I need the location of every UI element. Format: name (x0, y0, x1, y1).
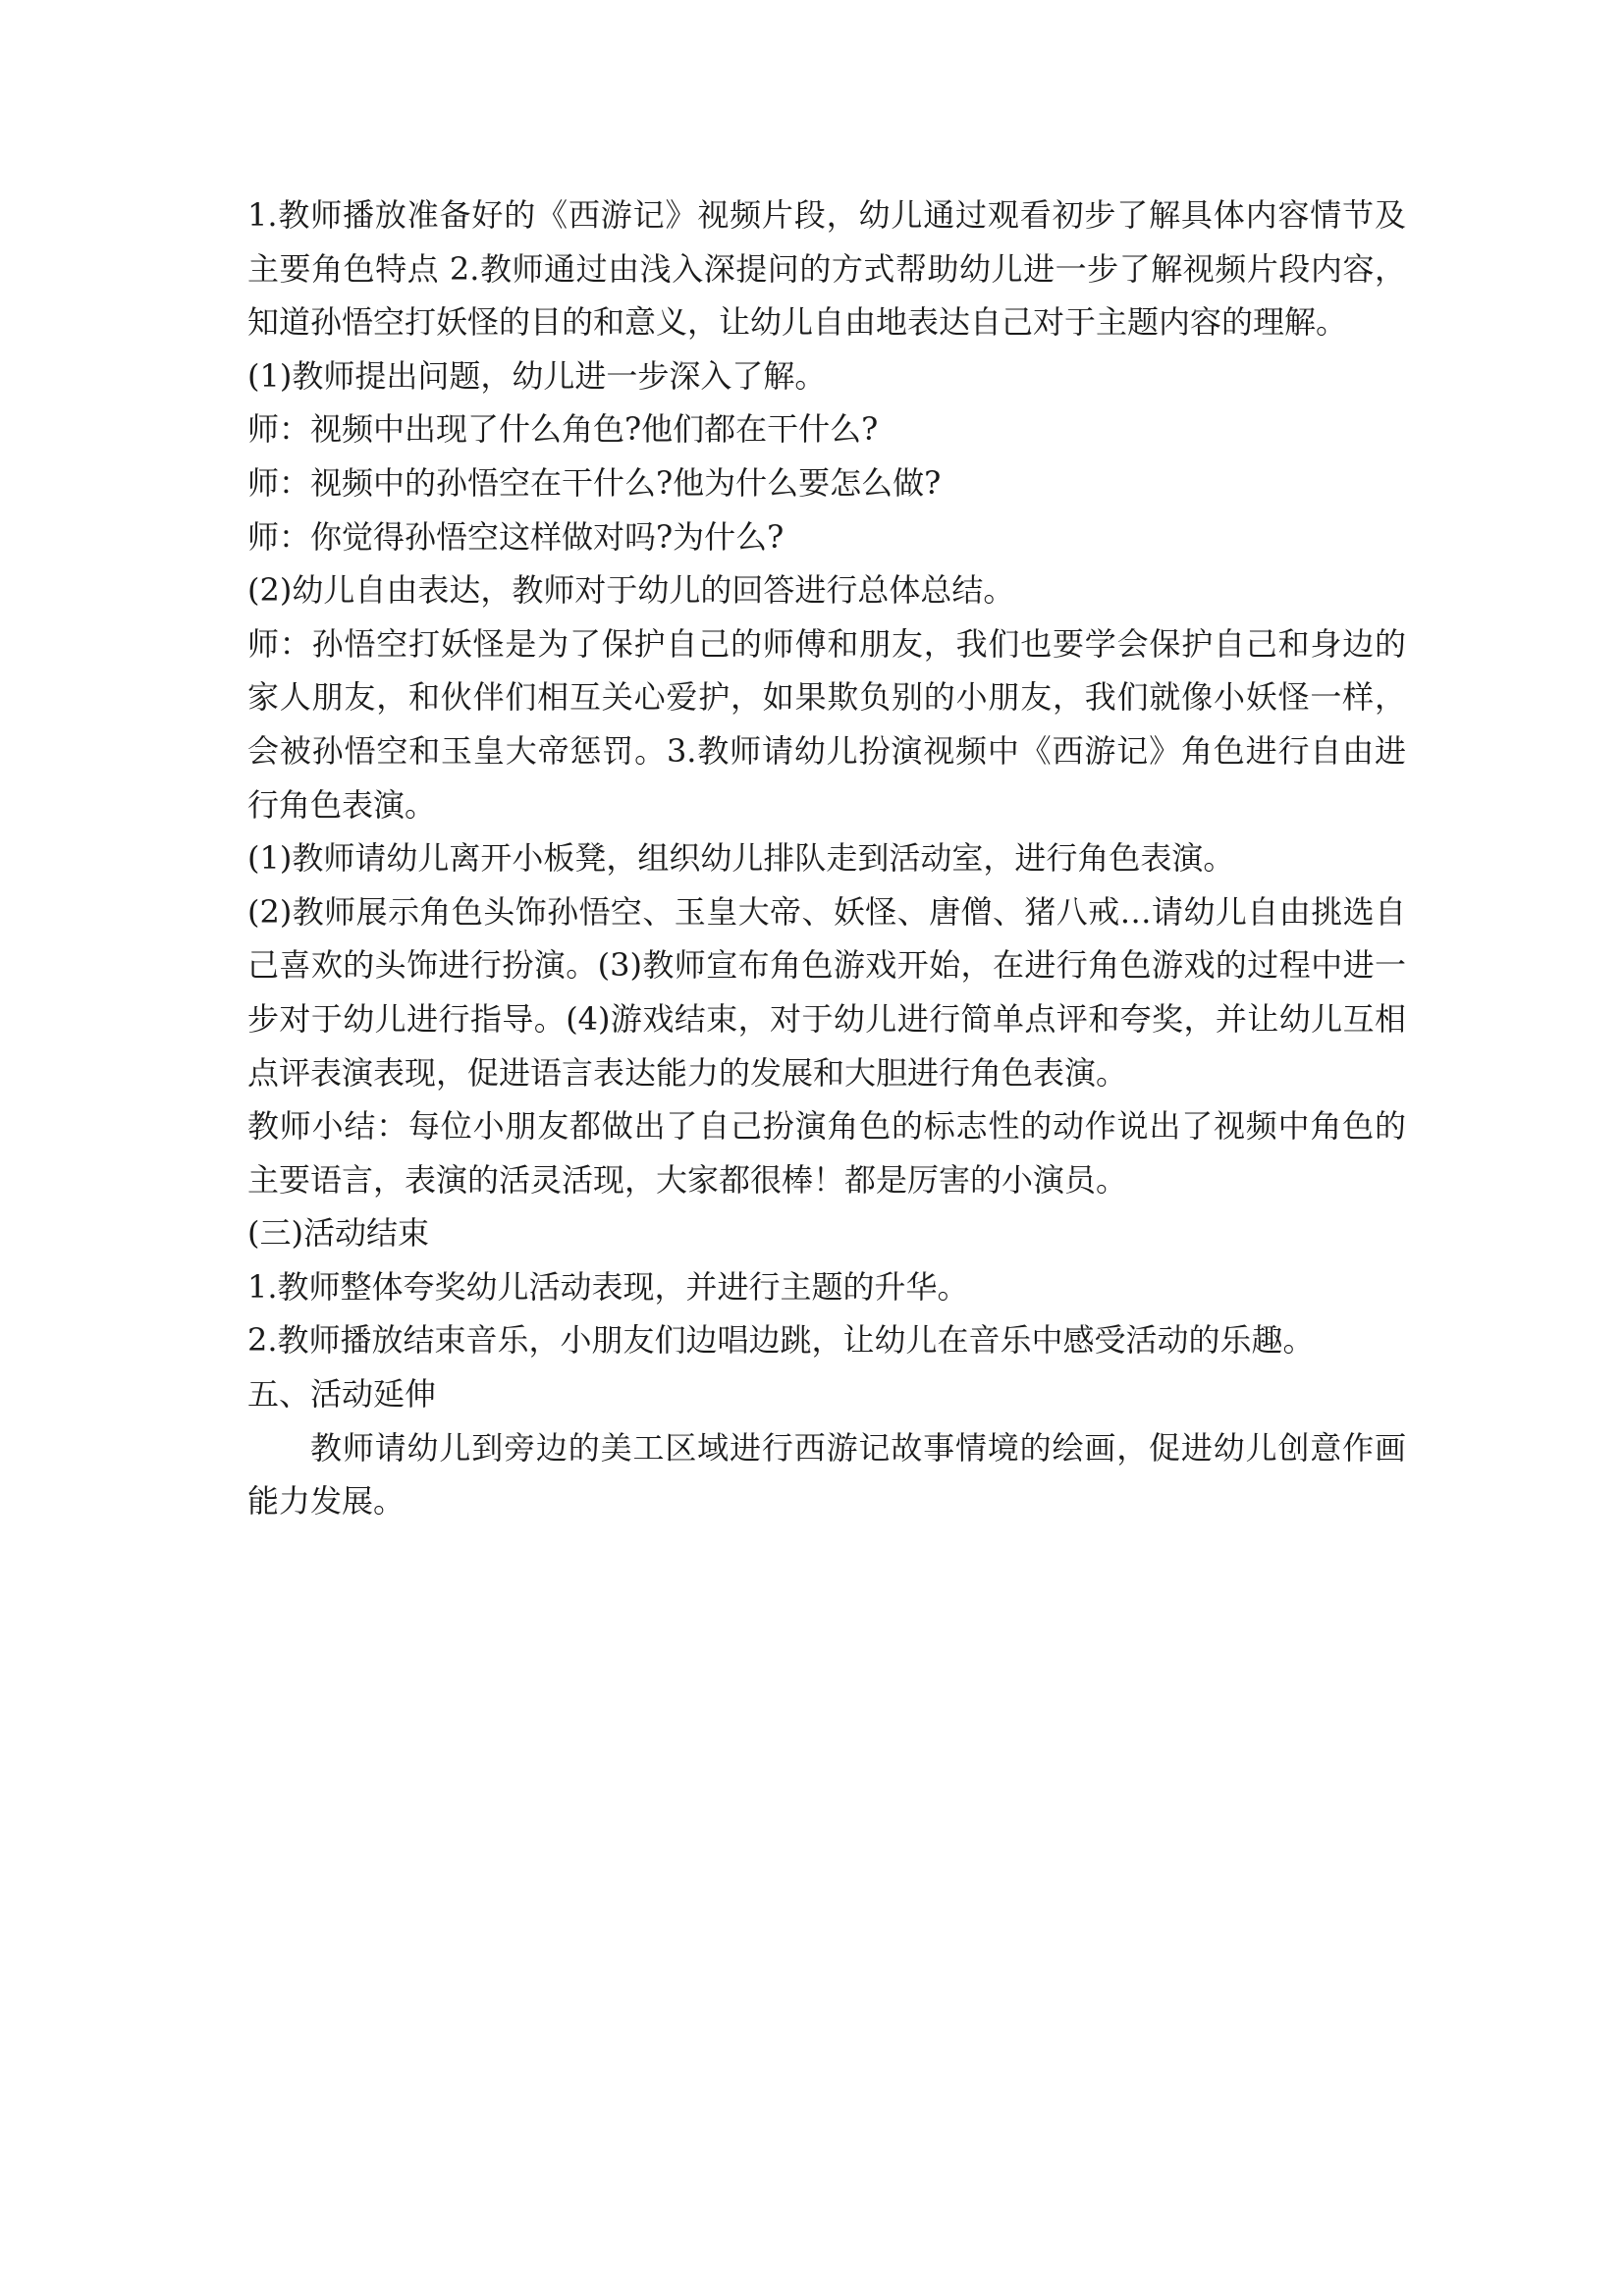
paragraph-art-extension: 教师请幼儿到旁边的美工区域进行西游记故事情境的绘画，促进幼儿创意作画能力发展。 (247, 1428, 1406, 1521)
paragraph-teacher-question-3: 师：你觉得孙悟空这样做对吗?为什么? (247, 517, 785, 556)
heading-activity-extension: 五、活动延伸 (247, 1375, 437, 1414)
paragraph-ending-music: 2.教师播放结束音乐，小朋友们边唱边跳，让幼儿在音乐中感受活动的乐趣。 (247, 1321, 1315, 1360)
paragraph-teacher-question-1: 师：视频中出现了什么角色?他们都在干什么? (247, 410, 879, 449)
paragraph-teacher-summary-step-3: 师：孙悟空打妖怪是为了保护自己的师傅和朋友，我们也要学会保护自己和身边的家人朋友，和伙伴们相互关心爱护，如果欺负别的小朋友，我们就像小妖怪一样，会被孙悟空和玉皇大帝惩罚。3.教师请幼儿扮演视频中《西游记》角色进行自由进行角色表演。 (247, 624, 1406, 824)
paragraph-teacher-question-2: 师：视频中的孙悟空在干什么?他为什么要怎么做? (247, 463, 942, 502)
paragraph-teacher-conclusion: 教师小结：每位小朋友都做出了自己扮演角色的标志性的动作说出了视频中角色的主要语言，表演的活灵活现，大家都很棒！都是厉害的小演员。 (247, 1107, 1406, 1199)
paragraph-praise: 1.教师整体夸奖幼儿活动表现，并进行主题的升华。 (247, 1267, 969, 1306)
paragraph-leave-stools: (1)教师请幼儿离开小板凳，组织幼儿排队走到活动室，进行角色表演。 (247, 839, 1235, 878)
paragraph-step-1-and-2: 1.教师播放准备好的《西游记》视频片段，幼儿通过观看初步了解具体内容情节及主要角色特点 2.教师通过由浅入深提问的方式帮助幼儿进一步了解视频片段内容，知道孙悟空打妖怪的目的和意义，让幼儿自由地表达自己对于主题内容的理解。 (247, 196, 1406, 342)
paragraph-headwear-roleplay: (2)教师展示角色头饰孙悟空、玉皇大帝、妖怪、唐僧、猪八戒…请幼儿自由挑选自己喜欢的头饰进行扮演。(3)教师宣布角色游戏开始，在进行角色游戏的过程中进一步对于幼儿进行指导。(4)游戏结束，对于幼儿进行简单点评和夸奖，并让幼儿互相点评表演表现，促进语言表达能力的发展和大胆进行角色表演。 (247, 892, 1406, 1092)
paragraph-question-intro: (1)教师提出问题，幼儿进一步深入了解。 (247, 356, 827, 395)
paragraph-free-expression: (2)幼儿自由表达，教师对于幼儿的回答进行总体总结。 (247, 571, 1015, 610)
heading-activity-end: (三)活动结束 (247, 1214, 429, 1253)
document-body (247, 188, 1406, 1528)
